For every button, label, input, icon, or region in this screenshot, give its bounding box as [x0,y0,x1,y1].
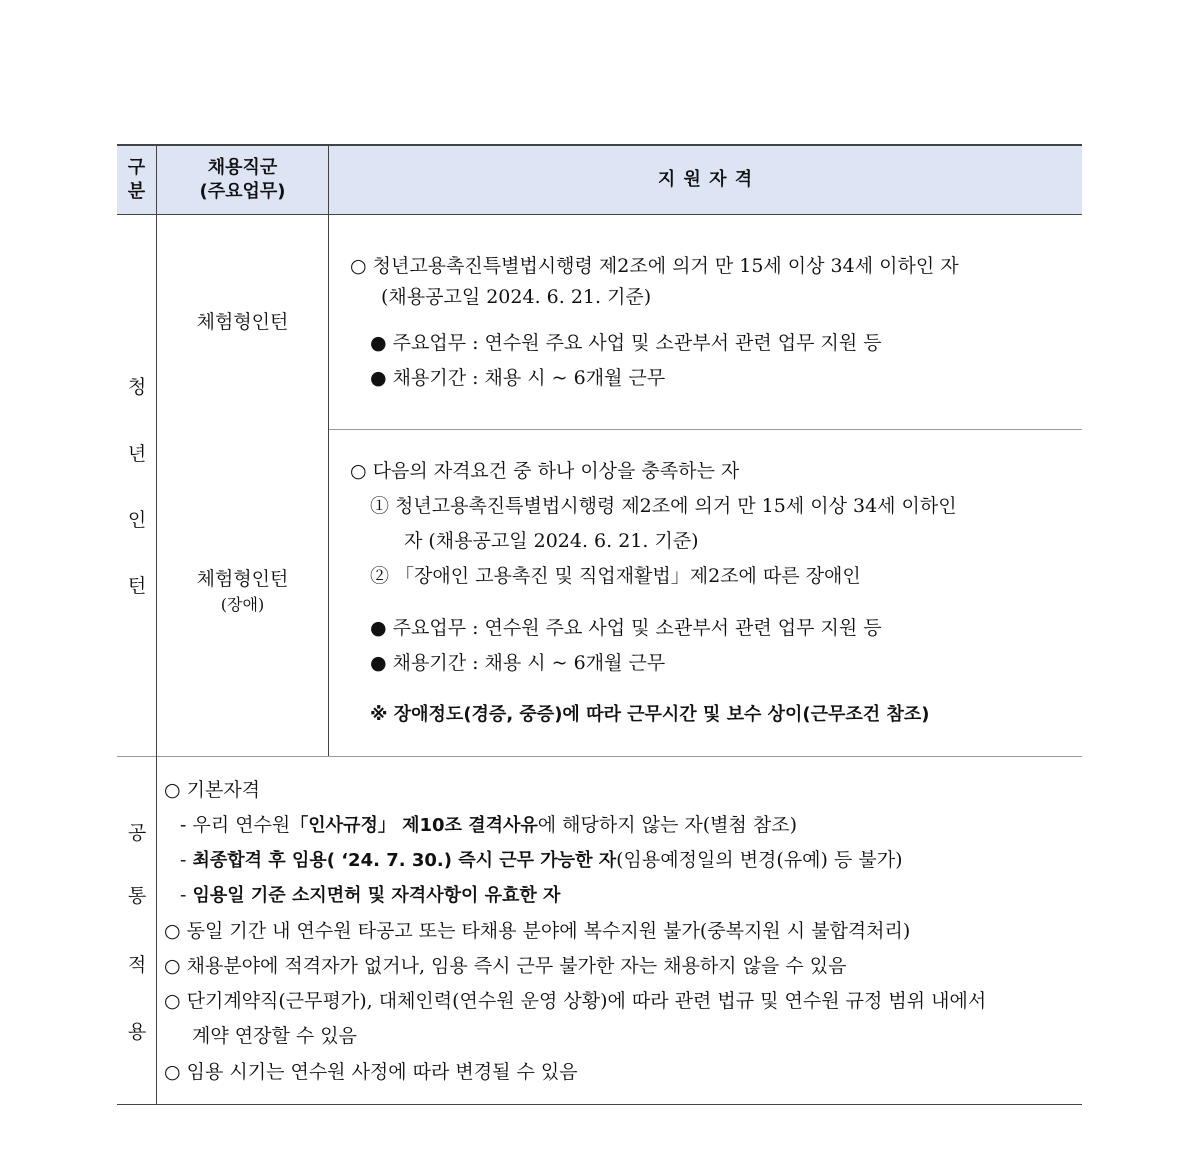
header-bottom-border [117,214,1082,215]
job-title-intern-disabled: 체험형인턴 [196,568,289,590]
header-col-qualification: 지 원 자 격 [657,169,754,190]
common-basic-item: - 최종합격 후 임용( ‘24. 7. 30.) 즉시 근무 가능한 자(임용예정일의 변경(유예) 등 불가) [180,849,903,871]
bullet-dot-icon: ● [370,332,387,354]
common-item: ○ 임용 시기는 연수원 사정에 따라 변경될 수 있음 [164,1061,578,1083]
header-col-category: 구 분 [127,157,146,202]
row2-note: ※ 장애정도(경증, 중증)에 따라 근무시간 및 보수 상이(근무조건 참조) [370,704,930,725]
bullet-dot-icon: ● [370,617,387,639]
common-basic-item: - 임용일 기준 소지면허 및 자격사항이 유효한 자 [180,884,561,906]
row2-qualification-line: ② 「장애인 고용촉진 및 직업재활법」제2조에 따른 장애인 [370,565,861,587]
row1-qualification-line: ○ 청년고용촉진특별법시행령 제2조에 의거 만 15세 이상 34세 이하인 자 [350,255,959,277]
row2-bullet: ● 채용기간 : 채용 시 ~ 6개월 근무 [370,652,666,674]
row2-qualification-line: ① 청년고용촉진특별법시행령 제2조에 의거 만 15세 이상 34세 이하인 [370,495,957,517]
section-divider [117,756,1082,757]
common-label-char: 통 [127,885,147,907]
bullet-dot-icon: ● [370,367,387,389]
youth-label-char: 년 [127,443,147,465]
row1-qualification-line: (채용공고일 2024. 6. 21. 기준) [381,286,652,308]
common-basic-title: ○ 기본자격 [164,779,261,801]
row2-qualification-line: ○ 다음의 자격요건 중 하나 이상을 충족하는 자 [350,460,740,482]
header-col-job: 채용직군 (주요업무) [199,157,286,202]
youth-label-char: 청 [127,376,147,398]
col2-border [328,144,329,756]
row1-bullet: ● 주요업무 : 연수원 주요 사업 및 소관부서 관련 업무 지원 등 [370,332,882,354]
row2-bullet: ● 주요업무 : 연수원 주요 사업 및 소관부서 관련 업무 지원 등 [370,617,882,639]
common-basic-item: - 우리 연수원「인사규정」 제10조 결격사유에 해당하지 않는 자(별첨 참조) [180,814,797,836]
youth-row-divider [328,429,1082,430]
bullet-dot-icon: ● [370,652,387,674]
row2-qualification-line: 자 (채용공고일 2024. 6. 21. 기준) [404,530,699,552]
common-label-char: 공 [127,822,147,844]
common-item-continuation: 계약 연장할 수 있음 [192,1025,357,1047]
common-item: ○ 채용분야에 적격자가 없거나, 임용 즉시 근무 불가한 자는 채용하지 않을 수 있음 [164,955,847,977]
job-title-sub: (장애) [220,595,265,614]
youth-label-char: 인 [127,509,147,531]
table-bottom-border [117,1104,1082,1105]
table-top-border [117,144,1082,146]
common-item: ○ 단기계약직(근무평가), 대체인력(연수원 운영 상황)에 따라 관련 법규 및 연수원 규정 범위 내에서 [164,990,987,1012]
common-label-char: 적 [127,954,147,976]
common-label-char: 용 [127,1021,147,1043]
row1-bullet: ● 채용기간 : 채용 시 ~ 6개월 근무 [370,367,666,389]
youth-label-char: 턴 [127,575,147,597]
job-title-intern: 체험형인턴 [196,311,289,333]
common-item: ○ 동일 기간 내 연수원 타공고 또는 타채용 분야에 복수지원 불가(중복지원 시 불합격처리) [164,920,911,942]
